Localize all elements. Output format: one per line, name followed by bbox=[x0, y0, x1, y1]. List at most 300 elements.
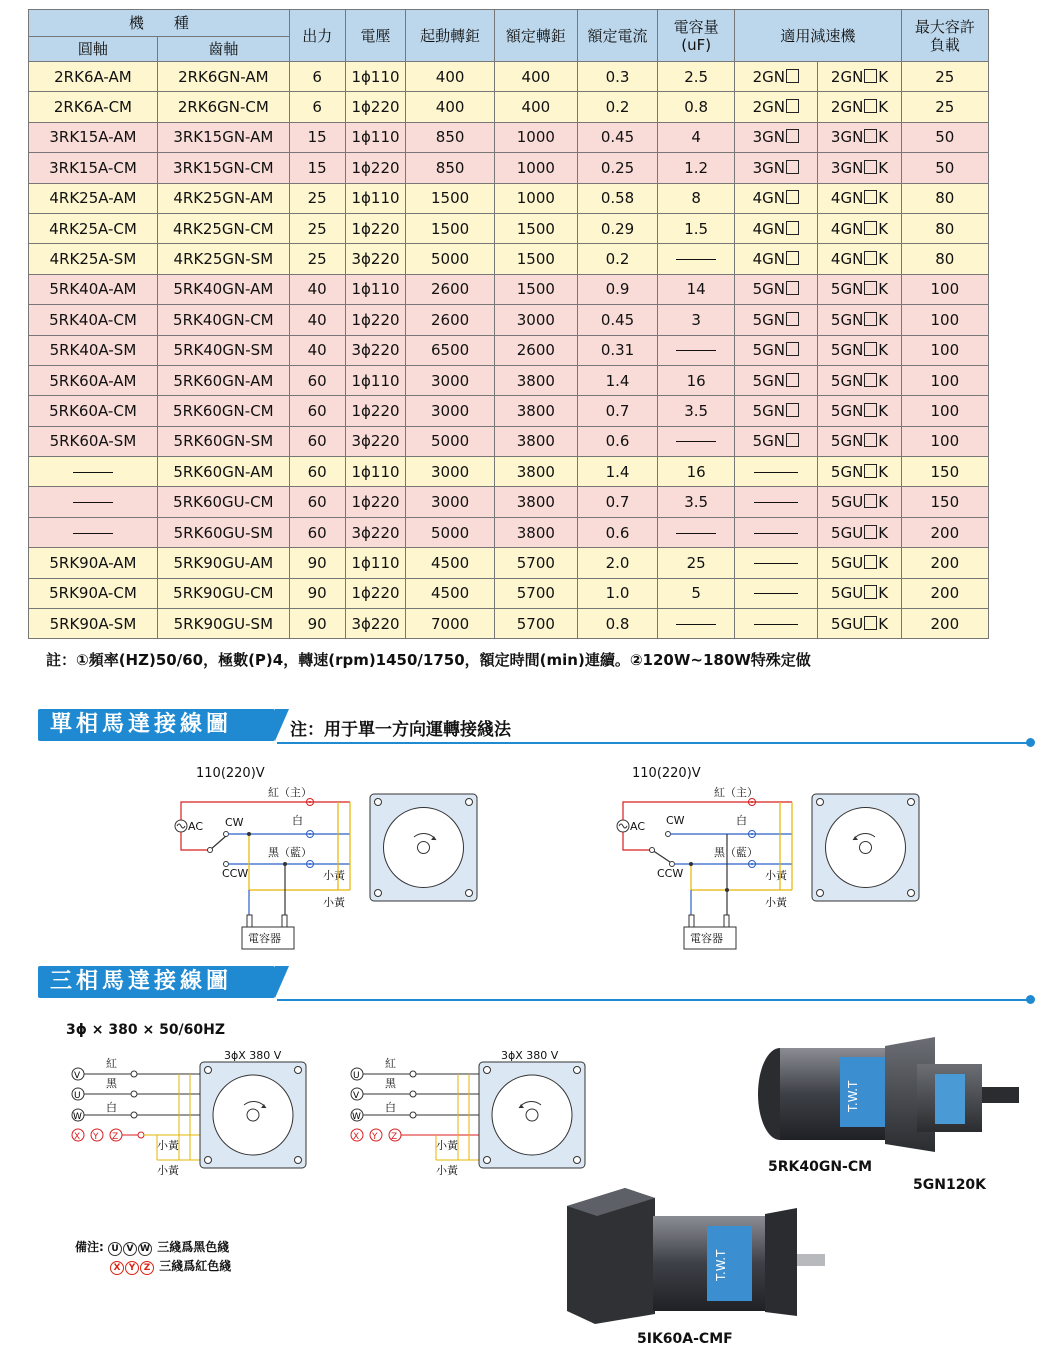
reducer-model: 5GU bbox=[831, 584, 864, 603]
remark-line-2 bbox=[75, 1257, 231, 1276]
ac-label: AC bbox=[630, 820, 646, 833]
header-capacitance-line1: 電容量 bbox=[673, 17, 719, 36]
three-phase-title: 三相馬達接線圖 bbox=[38, 966, 275, 998]
reducer-model: 2GN bbox=[830, 67, 864, 86]
reducer-cell-1 bbox=[735, 365, 818, 395]
svg-text:V: V bbox=[74, 1071, 81, 1081]
svg-text:Z: Z bbox=[112, 1132, 119, 1142]
reducer-cell-2 bbox=[818, 244, 901, 274]
rated-torque-cell: 1000 bbox=[494, 153, 577, 183]
reducer-cell-2 bbox=[818, 548, 901, 578]
reducer-model: 5GN bbox=[752, 401, 786, 420]
none-dash bbox=[676, 441, 716, 442]
none-dash bbox=[754, 533, 798, 534]
voltage-cell: 3ϕ220 bbox=[345, 609, 406, 639]
reducer-model: 3GN bbox=[830, 128, 864, 147]
header-capacitance-line2: (uF) bbox=[681, 35, 712, 54]
rated-current-cell: 0.2 bbox=[577, 92, 657, 122]
output-cell: 25 bbox=[289, 244, 345, 274]
red-main-label: 紅（主） bbox=[268, 786, 312, 799]
single-phase-section-header bbox=[38, 709, 1038, 743]
product-caption-gear-1: 5GN120K bbox=[913, 1177, 987, 1193]
start-torque-cell: 6500 bbox=[406, 335, 494, 365]
start-torque-cell: 3000 bbox=[406, 396, 494, 426]
svg-text:V: V bbox=[353, 1091, 360, 1101]
ratio-box-icon bbox=[786, 403, 799, 417]
product-photo-gear-motor-1 bbox=[745, 1032, 1030, 1167]
max-load-cell: 100 bbox=[901, 274, 988, 304]
max-load-cell: 100 bbox=[901, 305, 988, 335]
gear-shaft-cell: 4RK25GN-SM bbox=[157, 244, 289, 274]
gear-shaft-cell: 5RK60GN-AM bbox=[157, 457, 289, 487]
reducer-cell-2 bbox=[818, 305, 901, 335]
ratio-box-icon bbox=[864, 281, 877, 295]
svg-text:T.W.T: T.W.T bbox=[714, 1249, 728, 1281]
header-rated-current: 額定電流 bbox=[577, 10, 657, 62]
ccw-label: CCW bbox=[222, 867, 249, 880]
terminal-u: U bbox=[108, 1242, 122, 1256]
reducer-cell-1 bbox=[735, 213, 818, 243]
reducer-suffix: K bbox=[878, 219, 889, 238]
start-torque-cell: 5000 bbox=[406, 244, 494, 274]
small-yellow-label-1: 小黃 bbox=[436, 1139, 458, 1152]
rated-torque-cell: 3800 bbox=[494, 517, 577, 547]
reducer-model: 5GU bbox=[831, 614, 864, 633]
single-phase-note: 注：用于單一方向運轉接綫法 bbox=[290, 720, 511, 740]
rated-current-cell: 2.0 bbox=[577, 548, 657, 578]
gear-shaft-cell: 5RK60GN-CM bbox=[157, 396, 289, 426]
gear-shaft-cell: 4RK25GN-AM bbox=[157, 183, 289, 213]
start-torque-cell: 7000 bbox=[406, 609, 494, 639]
start-torque-cell: 1500 bbox=[406, 213, 494, 243]
capacitance-cell: 3 bbox=[658, 305, 735, 335]
reducer-cell-1 bbox=[735, 335, 818, 365]
reducer-cell-2 bbox=[818, 335, 901, 365]
reducer-model: 5GN bbox=[830, 280, 864, 299]
output-cell: 60 bbox=[289, 365, 345, 395]
reducer-suffix: K bbox=[878, 341, 889, 360]
reducer-model: 5GN bbox=[830, 371, 864, 390]
three-phase-diagram-cw bbox=[64, 1042, 334, 1182]
capacitance-cell: 25 bbox=[658, 548, 735, 578]
reducer-cell-2 bbox=[818, 426, 901, 456]
reducer-model: 4GN bbox=[830, 219, 864, 238]
product-caption-motor-2: 5IK60A-CMF bbox=[637, 1331, 733, 1347]
capacitance-cell bbox=[658, 335, 735, 365]
output-cell: 25 bbox=[289, 213, 345, 243]
svg-text:X: X bbox=[353, 1132, 360, 1142]
header-max-load-line2: 負載 bbox=[929, 35, 960, 54]
table-row bbox=[29, 517, 989, 547]
small-yellow-label-1: 小黃 bbox=[157, 1139, 179, 1152]
gear-shaft-cell: 3RK15GN-AM bbox=[157, 122, 289, 152]
svg-text:T.W.T: T.W.T bbox=[846, 1080, 860, 1112]
voltage-cell: 1ϕ110 bbox=[345, 457, 406, 487]
ratio-box-icon bbox=[786, 342, 799, 356]
red-label: 紅 bbox=[385, 1057, 396, 1070]
reducer-model: 5GN bbox=[752, 280, 786, 299]
section-dot bbox=[1026, 995, 1035, 1004]
reducer-cell-2 bbox=[818, 274, 901, 304]
output-cell: 6 bbox=[289, 62, 345, 92]
section-line bbox=[277, 742, 1029, 744]
three-phase-supply-label: 3ϕ × 380 × 50/60HZ bbox=[66, 1022, 226, 1038]
reducer-suffix: K bbox=[878, 280, 889, 299]
max-load-cell: 100 bbox=[901, 426, 988, 456]
red-main-label: 紅（主） bbox=[714, 786, 758, 799]
section-line bbox=[277, 999, 1029, 1001]
remark-red-text: 三綫爲紅色綫 bbox=[159, 1259, 232, 1273]
ratio-box-icon bbox=[864, 403, 877, 417]
reducer-cell-2 bbox=[818, 92, 901, 122]
capacitance-cell bbox=[658, 609, 735, 639]
reducer-model: 5GN bbox=[752, 371, 786, 390]
max-load-cell: 50 bbox=[901, 122, 988, 152]
round-shaft-cell: 2RK6A-CM bbox=[29, 92, 158, 122]
ratio-box-icon bbox=[864, 129, 877, 143]
voltage-cell: 1ϕ220 bbox=[345, 578, 406, 608]
header-round-shaft: 圓軸 bbox=[29, 37, 158, 62]
table-footnote: 註：①頻率(HZ)50/60，極數(P)4，轉速(rpm)1450/1750，額定時間(min)連續。②120W~180W特殊定做 bbox=[46, 651, 811, 669]
gear-shaft-cell: 2RK6GN-CM bbox=[157, 92, 289, 122]
output-cell: 60 bbox=[289, 487, 345, 517]
round-shaft-cell: 5RK90A-SM bbox=[29, 609, 158, 639]
rated-current-cell: 0.7 bbox=[577, 396, 657, 426]
reducer-cell-2 bbox=[818, 153, 901, 183]
max-load-cell: 200 bbox=[901, 517, 988, 547]
terminal-w: W bbox=[138, 1242, 152, 1256]
start-torque-cell: 4500 bbox=[406, 578, 494, 608]
rated-torque-cell: 5700 bbox=[494, 578, 577, 608]
header-output: 出力 bbox=[289, 10, 345, 62]
reducer-cell-1 bbox=[735, 517, 818, 547]
reducer-cell-2 bbox=[818, 578, 901, 608]
reducer-model: 4GN bbox=[830, 189, 864, 208]
rated-torque-cell: 3800 bbox=[494, 457, 577, 487]
ratio-box-icon bbox=[786, 129, 799, 143]
reducer-model: 2GN bbox=[752, 98, 786, 117]
reducer-cell-1 bbox=[735, 122, 818, 152]
reducer-suffix: K bbox=[878, 523, 889, 542]
voltage-cell: 1ϕ220 bbox=[345, 396, 406, 426]
ratio-box-icon bbox=[786, 99, 799, 113]
capacitance-cell bbox=[658, 426, 735, 456]
start-torque-cell: 5000 bbox=[406, 517, 494, 547]
gear-shaft-cell: 5RK60GN-SM bbox=[157, 426, 289, 456]
table-row bbox=[29, 396, 989, 426]
capacitance-cell: 0.8 bbox=[658, 92, 735, 122]
rated-torque-cell: 1500 bbox=[494, 244, 577, 274]
ratio-box-icon bbox=[864, 221, 877, 235]
capacitance-cell: 1.5 bbox=[658, 213, 735, 243]
reducer-model: 5GU bbox=[831, 523, 864, 542]
rated-torque-cell: 3800 bbox=[494, 426, 577, 456]
reducer-suffix: K bbox=[878, 493, 889, 512]
reducer-cell-1 bbox=[735, 62, 818, 92]
ratio-box-icon bbox=[864, 251, 877, 265]
gear-shaft-cell: 4RK25GN-CM bbox=[157, 213, 289, 243]
reducer-cell-1 bbox=[735, 457, 818, 487]
reducer-model: 5GU bbox=[831, 553, 864, 572]
reducer-cell-2 bbox=[818, 62, 901, 92]
reducer-suffix: K bbox=[878, 462, 889, 481]
capacitance-cell: 2.5 bbox=[658, 62, 735, 92]
svg-text:Z: Z bbox=[391, 1132, 398, 1142]
header-rated-torque: 額定轉鉅 bbox=[494, 10, 577, 62]
white-label: 白 bbox=[106, 1101, 117, 1114]
output-cell: 6 bbox=[289, 92, 345, 122]
gear-shaft-cell: 5RK60GU-SM bbox=[157, 517, 289, 547]
voltage-cell: 1ϕ110 bbox=[345, 365, 406, 395]
terminal-y: Y bbox=[125, 1261, 139, 1275]
rated-current-cell: 0.8 bbox=[577, 609, 657, 639]
rated-current-cell: 1.4 bbox=[577, 365, 657, 395]
spec-table bbox=[28, 9, 989, 639]
reducer-cell-2 bbox=[818, 183, 901, 213]
supply-voltage-label: 110(220)V bbox=[196, 766, 265, 781]
black-blue-label: 黑（藍） bbox=[268, 846, 312, 859]
motor-voltage-label: 3ϕX 380 V bbox=[224, 1049, 282, 1062]
output-cell: 40 bbox=[289, 335, 345, 365]
voltage-cell: 1ϕ110 bbox=[345, 274, 406, 304]
ratio-box-icon bbox=[864, 433, 877, 447]
rated-current-cell: 0.3 bbox=[577, 62, 657, 92]
terminal-x: X bbox=[110, 1261, 124, 1275]
ratio-box-icon bbox=[864, 616, 877, 630]
small-yellow-label-2: 小黃 bbox=[157, 1164, 179, 1177]
reducer-model: 5GN bbox=[830, 462, 864, 481]
terminal-z: Z bbox=[140, 1261, 154, 1275]
start-torque-cell: 400 bbox=[406, 62, 494, 92]
ratio-box-icon bbox=[864, 464, 877, 478]
wire-color-remark bbox=[75, 1238, 231, 1276]
gear-shaft-cell: 3RK15GN-CM bbox=[157, 153, 289, 183]
round-shaft-cell: 5RK40A-AM bbox=[29, 274, 158, 304]
section-dot bbox=[1026, 738, 1035, 747]
rated-current-cell: 0.45 bbox=[577, 305, 657, 335]
ratio-box-icon bbox=[786, 281, 799, 295]
ratio-box-icon bbox=[864, 525, 877, 539]
capacitance-cell: 1.2 bbox=[658, 153, 735, 183]
output-cell: 90 bbox=[289, 548, 345, 578]
reducer-cell-2 bbox=[818, 122, 901, 152]
rated-current-cell: 0.7 bbox=[577, 487, 657, 517]
table-row bbox=[29, 365, 989, 395]
reducer-cell-1 bbox=[735, 578, 818, 608]
reducer-cell-1 bbox=[735, 548, 818, 578]
remark-black-text: 三綫爲黑色綫 bbox=[157, 1240, 230, 1254]
cw-label: CW bbox=[225, 816, 244, 829]
output-cell: 15 bbox=[289, 122, 345, 152]
round-shaft-cell: 3RK15A-CM bbox=[29, 153, 158, 183]
start-torque-cell: 850 bbox=[406, 153, 494, 183]
product-photo-gear-motor-2 bbox=[565, 1186, 830, 1326]
ratio-box-icon bbox=[786, 433, 799, 447]
reducer-cell-1 bbox=[735, 244, 818, 274]
gear-shaft-cell: 5RK90GU-SM bbox=[157, 609, 289, 639]
reducer-model: 5GN bbox=[830, 310, 864, 329]
max-load-cell: 150 bbox=[901, 487, 988, 517]
voltage-cell: 1ϕ110 bbox=[345, 548, 406, 578]
voltage-cell: 1ϕ220 bbox=[345, 487, 406, 517]
gear-shaft-cell: 5RK90GU-CM bbox=[157, 578, 289, 608]
table-row bbox=[29, 244, 989, 274]
reducer-cell-2 bbox=[818, 396, 901, 426]
single-phase-diagram-ccw bbox=[602, 760, 932, 955]
reducer-suffix: K bbox=[878, 98, 889, 117]
reducer-model: 5GN bbox=[752, 432, 786, 451]
cw-label: CW bbox=[666, 814, 685, 827]
table-row bbox=[29, 122, 989, 152]
table-row bbox=[29, 426, 989, 456]
table-row bbox=[29, 183, 989, 213]
output-cell: 40 bbox=[289, 274, 345, 304]
ratio-box-icon bbox=[864, 160, 877, 174]
reducer-cell-2 bbox=[818, 213, 901, 243]
rated-torque-cell: 1500 bbox=[494, 274, 577, 304]
ratio-box-icon bbox=[864, 494, 877, 508]
voltage-cell: 3ϕ220 bbox=[345, 517, 406, 547]
max-load-cell: 100 bbox=[901, 335, 988, 365]
max-load-cell: 200 bbox=[901, 548, 988, 578]
rated-torque-cell: 1500 bbox=[494, 213, 577, 243]
round-shaft-cell bbox=[29, 457, 158, 487]
header-max-load-line1: 最大容許 bbox=[914, 17, 975, 36]
round-shaft-cell: 5RK60A-AM bbox=[29, 365, 158, 395]
voltage-cell: 1ϕ220 bbox=[345, 92, 406, 122]
terminal-v: V bbox=[123, 1242, 137, 1256]
reducer-suffix: K bbox=[878, 310, 889, 329]
none-dash bbox=[73, 533, 113, 534]
ratio-box-icon bbox=[864, 585, 877, 599]
table-row bbox=[29, 335, 989, 365]
single-phase-title: 單相馬達接線圖 bbox=[38, 709, 275, 741]
capacitance-cell: 16 bbox=[658, 365, 735, 395]
single-phase-diagram-cw bbox=[160, 760, 490, 955]
table-row bbox=[29, 578, 989, 608]
capacitance-cell: 3.5 bbox=[658, 487, 735, 517]
reducer-model: 3GN bbox=[830, 158, 864, 177]
round-shaft-cell: 5RK40A-CM bbox=[29, 305, 158, 335]
svg-text:U: U bbox=[353, 1071, 360, 1081]
round-shaft-cell: 5RK90A-CM bbox=[29, 578, 158, 608]
reducer-cell-1 bbox=[735, 92, 818, 122]
max-load-cell: 25 bbox=[901, 92, 988, 122]
ratio-box-icon bbox=[864, 312, 877, 326]
reducer-model: 5GN bbox=[830, 401, 864, 420]
capacitance-cell: 3.5 bbox=[658, 396, 735, 426]
capacitance-cell bbox=[658, 517, 735, 547]
start-torque-cell: 400 bbox=[406, 92, 494, 122]
max-load-cell: 150 bbox=[901, 457, 988, 487]
svg-text:U: U bbox=[74, 1091, 81, 1101]
round-shaft-cell: 5RK90A-AM bbox=[29, 548, 158, 578]
small-yellow-label-1: 小黃 bbox=[765, 869, 787, 882]
ac-label: AC bbox=[188, 820, 204, 833]
gear-shaft-cell: 5RK90GU-AM bbox=[157, 548, 289, 578]
table-row bbox=[29, 153, 989, 183]
reducer-model: 2GN bbox=[752, 67, 786, 86]
header-voltage: 電壓 bbox=[345, 10, 406, 62]
capacitance-cell bbox=[658, 244, 735, 274]
none-dash bbox=[754, 593, 798, 594]
voltage-cell: 1ϕ220 bbox=[345, 213, 406, 243]
start-torque-cell: 2600 bbox=[406, 274, 494, 304]
output-cell: 25 bbox=[289, 183, 345, 213]
max-load-cell: 200 bbox=[901, 578, 988, 608]
svg-text:Y: Y bbox=[93, 1132, 99, 1142]
round-shaft-cell: 2RK6A-AM bbox=[29, 62, 158, 92]
table-row bbox=[29, 213, 989, 243]
reducer-cell-1 bbox=[735, 396, 818, 426]
rated-current-cell: 0.6 bbox=[577, 517, 657, 547]
rated-torque-cell: 3800 bbox=[494, 396, 577, 426]
rated-current-cell: 0.9 bbox=[577, 274, 657, 304]
voltage-cell: 1ϕ110 bbox=[345, 122, 406, 152]
round-shaft-cell: 5RK60A-SM bbox=[29, 426, 158, 456]
ratio-box-icon bbox=[786, 373, 799, 387]
black-label: 黑 bbox=[106, 1077, 117, 1090]
capacitance-cell: 16 bbox=[658, 457, 735, 487]
ratio-box-icon bbox=[864, 342, 877, 356]
reducer-model: 3GN bbox=[752, 158, 786, 177]
gear-shaft-cell: 5RK40GN-AM bbox=[157, 274, 289, 304]
none-dash bbox=[676, 533, 716, 534]
three-phase-diagram-ccw bbox=[343, 1042, 613, 1182]
none-dash bbox=[73, 502, 113, 503]
round-shaft-cell bbox=[29, 517, 158, 547]
rated-torque-cell: 5700 bbox=[494, 609, 577, 639]
svg-text:W: W bbox=[73, 1112, 82, 1122]
rated-torque-cell: 1000 bbox=[494, 122, 577, 152]
gear-shaft-cell: 5RK40GN-SM bbox=[157, 335, 289, 365]
reducer-cell-2 bbox=[818, 517, 901, 547]
round-shaft-cell: 5RK40A-SM bbox=[29, 335, 158, 365]
none-dash bbox=[676, 259, 716, 260]
output-cell: 60 bbox=[289, 396, 345, 426]
rated-current-cell: 0.58 bbox=[577, 183, 657, 213]
white-label: 白 bbox=[385, 1101, 396, 1114]
round-shaft-cell: 4RK25A-AM bbox=[29, 183, 158, 213]
rated-current-cell: 0.45 bbox=[577, 122, 657, 152]
rated-torque-cell: 1000 bbox=[494, 183, 577, 213]
voltage-cell: 3ϕ220 bbox=[345, 335, 406, 365]
none-dash bbox=[676, 624, 716, 625]
rated-torque-cell: 400 bbox=[494, 62, 577, 92]
reducer-cell-2 bbox=[818, 457, 901, 487]
supply-voltage-label: 110(220)V bbox=[632, 766, 701, 781]
capacitance-cell: 8 bbox=[658, 183, 735, 213]
reducer-model: 4GN bbox=[752, 189, 786, 208]
capacitance-cell: 4 bbox=[658, 122, 735, 152]
start-torque-cell: 3000 bbox=[406, 487, 494, 517]
none-dash bbox=[754, 502, 798, 503]
reducer-model: 2GN bbox=[830, 98, 864, 117]
start-torque-cell: 3000 bbox=[406, 365, 494, 395]
none-dash bbox=[754, 624, 798, 625]
reducer-model: 4GN bbox=[752, 219, 786, 238]
capacitor-label: 電容器 bbox=[690, 932, 723, 945]
rated-current-cell: 0.2 bbox=[577, 244, 657, 274]
ratio-box-icon bbox=[786, 312, 799, 326]
rated-torque-cell: 2600 bbox=[494, 335, 577, 365]
output-cell: 60 bbox=[289, 426, 345, 456]
red-label: 紅 bbox=[106, 1057, 117, 1070]
reducer-cell-2 bbox=[818, 609, 901, 639]
ratio-box-icon bbox=[786, 251, 799, 265]
rated-torque-cell: 3800 bbox=[494, 487, 577, 517]
reducer-suffix: K bbox=[878, 584, 889, 603]
